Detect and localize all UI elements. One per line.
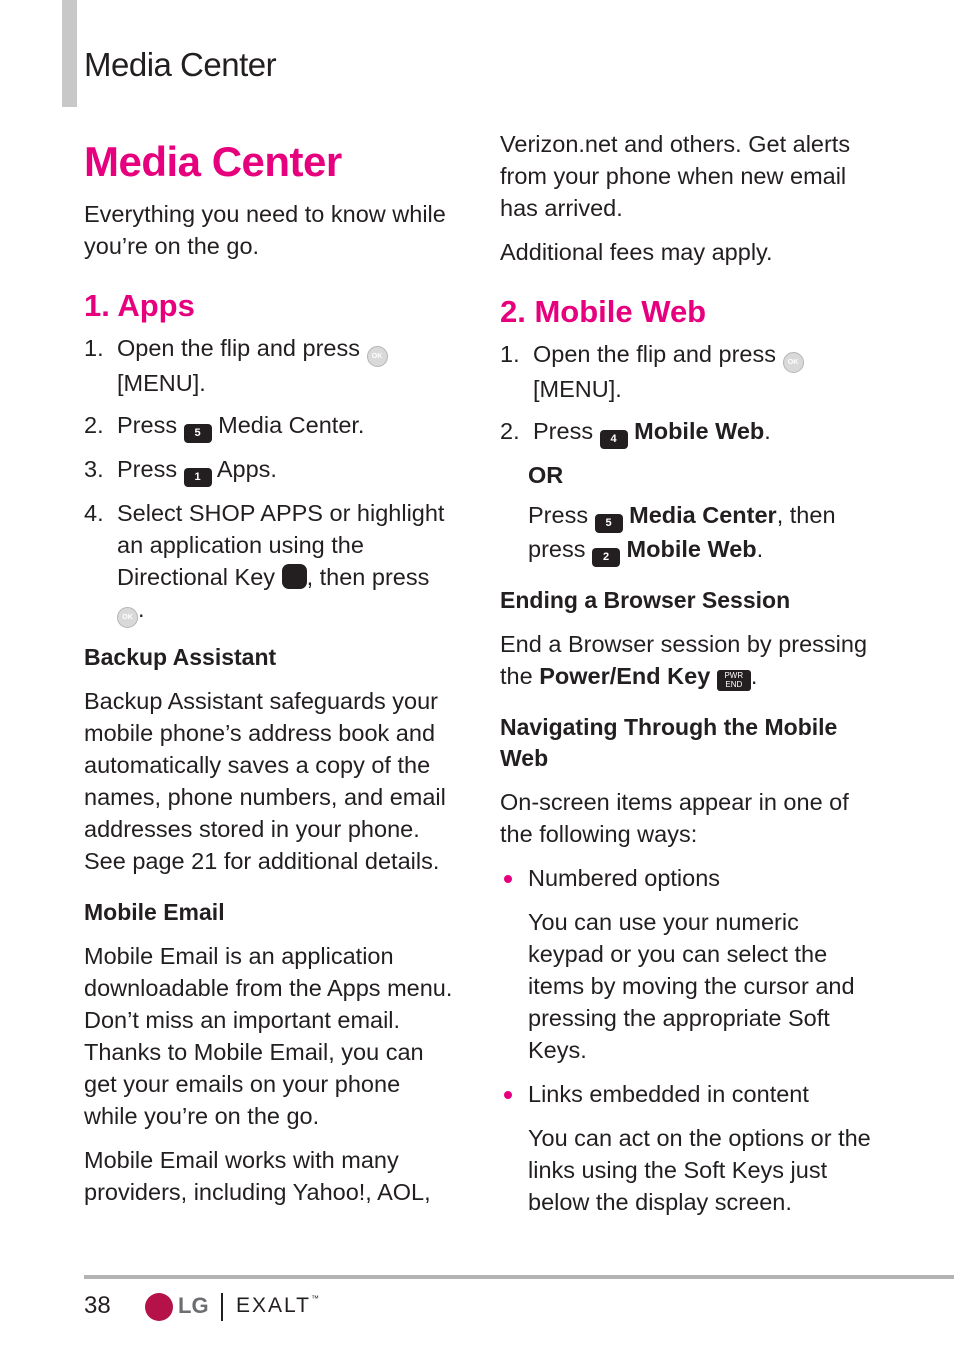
backup-heading: Backup Assistant <box>84 644 277 670</box>
numbered-options-body: You can use your numeric keypad or you can select the items by moving the cursor and pressing the appropriate Soft Keys. <box>528 909 855 1063</box>
navigating-heading: Navigating Through the Mobile Web <box>500 714 838 771</box>
web-step-2: 2. Press 4 Mobile Web. <box>500 415 880 449</box>
fees-note: Additional fees may apply. <box>500 239 773 265</box>
apps-step-3: 3. Press 1 Apps. <box>84 453 454 487</box>
key-5-icon: 5 <box>184 424 212 443</box>
menu-key-label: [MENU] <box>117 370 200 396</box>
page-title: Media Center <box>84 138 342 185</box>
email-continued: Verizon.net and others. Get alerts from your phone when new email has arrived. <box>500 131 851 221</box>
header-bar <box>62 0 77 107</box>
left-column <box>84 138 454 1220</box>
menu-key-label: [MENU] <box>533 376 616 402</box>
ok-key-icon: OK <box>367 346 388 367</box>
email-body-2: Mobile Email works with many providers, including Yahoo!, AOL, <box>84 1147 431 1205</box>
brand-name: LG <box>178 1293 209 1318</box>
alt-step: Press 5 Media Center, then press 2 Mobile Web. <box>528 499 880 567</box>
ending-heading: Ending a Browser Session <box>500 587 791 613</box>
apps-heading: 1. Apps <box>84 288 195 323</box>
ok-key-icon: OK <box>783 352 804 373</box>
web-steps <box>500 338 880 449</box>
ending-body: End a Browser session by pressing the Power/End Key PWR END . <box>500 631 868 689</box>
bullet-links-embedded: Links embedded in content You can act on the options or the links using the Soft Keys just below the display screen. <box>500 1078 880 1218</box>
apps-step-2: 2. Press 5 Media Center. <box>84 409 454 443</box>
alt-route <box>500 459 880 567</box>
navigating-intro: On-screen items appear in one of the following ways: <box>500 789 849 847</box>
navigating-list <box>500 862 880 1218</box>
intro-text: Everything you need to know while you’re on the go. <box>84 201 446 259</box>
web-step-1: 1. Open the flip and press OK [MENU]. <box>500 338 880 405</box>
apps-steps <box>84 332 454 628</box>
right-column <box>500 128 880 1230</box>
key-2-icon: 2 <box>592 548 620 567</box>
page-number: 38 <box>84 1292 111 1319</box>
footer-separator <box>221 1293 223 1321</box>
model-name: EXALT™ <box>236 1294 321 1317</box>
section-header: Media Center <box>84 46 277 83</box>
apps-step-1: 1. Open the flip and press OK [MENU]. <box>84 332 454 399</box>
lg-logo-icon <box>145 1293 173 1321</box>
ok-key-icon: OK <box>117 607 138 628</box>
mobile-web-heading: 2. Mobile Web <box>500 294 707 329</box>
power-end-key-icon: PWR END <box>717 670 751 691</box>
footer-rule <box>84 1275 954 1279</box>
backup-body: Backup Assistant safeguards your mobile phone’s address book and automatically saves a copy of the names, phone numbers, and email addresses stored in your phone. See page 21 for additional details. <box>84 688 446 874</box>
bullet-numbered-options: Numbered options You can use your numeric keypad or you can select the items by moving the cursor and pressing the appropriate Soft Keys. <box>500 862 880 1066</box>
apps-step-4: 4. Select SHOP APPS or highlight an application using the Directional Key , then press OK . <box>84 497 454 628</box>
key-4-icon: 4 <box>600 430 628 449</box>
links-embedded-body: You can act on the options or the links using the Soft Keys just below the display screen. <box>528 1125 871 1215</box>
or-label: OR <box>528 462 564 488</box>
email-body-1: Mobile Email is an application downloadable from the Apps menu. Don’t miss an important email. Thanks to Mobile Email, you can get your emails on your phone while you’re on the go. <box>84 943 453 1129</box>
key-1-icon: 1 <box>184 468 212 487</box>
key-5-icon: 5 <box>595 514 623 533</box>
directional-key-icon <box>282 564 307 589</box>
email-heading: Mobile Email <box>84 899 225 925</box>
